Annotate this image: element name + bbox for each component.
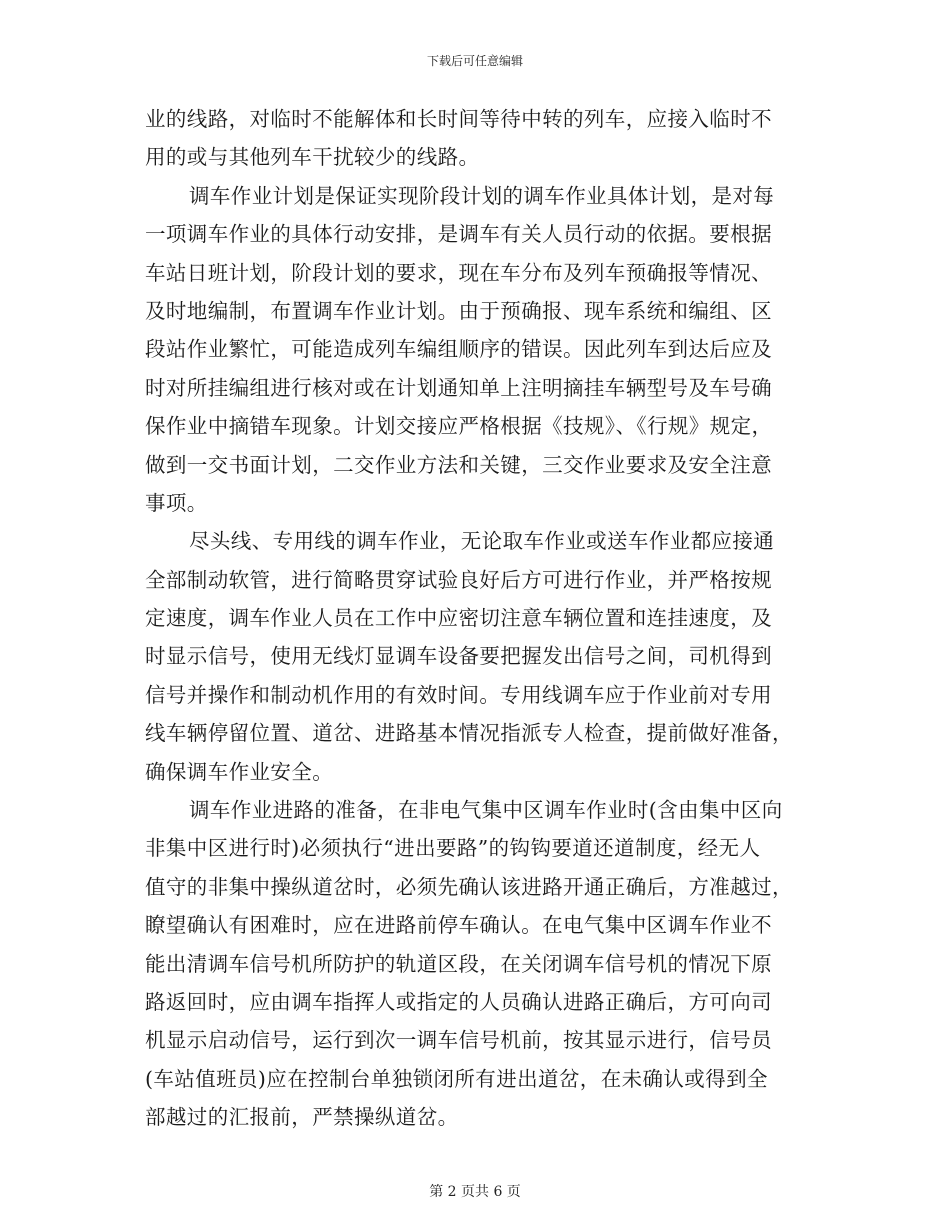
document-body	[145, 100, 815, 1137]
text-line: 业的线路，对临时不能解体和长时间等待中转的列车，应接入临时不	[145, 107, 772, 131]
text-line: 保作业中摘错车现象。计划交接应严格根据《技规》、《行规》规定，	[145, 414, 773, 439]
text-line: 时显示信号，使用无线灯显调车设备要把握发出信号之间，司机得到	[145, 644, 772, 669]
text-line: 信号并操作和制动机作用的有效时间。专用线调车应于作业前对专用	[145, 682, 772, 707]
text-line: 段站作业繁忙，可能造成列车编组顺序的错误。因此列车到达后应及	[145, 337, 772, 362]
text-line: 一项调车作业的具体行动安排，是调车有关人员行动的依据。要根据	[145, 222, 772, 247]
text-line: 全部制动软管，进行简略贯穿试验良好后方可进行作业，并严格按规	[145, 567, 772, 592]
text-line: 值守的非集中操纵道岔时，必须先确认该进路开通正确后，方准越过，	[145, 874, 793, 899]
text-line: 及时地编制，布置调车作业计划。由于预确报、现车系统和编组、区	[145, 298, 772, 323]
text-line: 用的或与其他列车干扰较少的线路。	[145, 145, 480, 170]
text-line: 部越过的汇报前，严禁操纵道岔。	[145, 1105, 459, 1130]
paragraph-start-line: 调车作业进路的准备，在非电气集中区调车作业时(含由集中区向	[189, 798, 783, 823]
text-line: 非集中区进行时)必须执行“进出要路”的钩钩要道还道制度，经无人	[145, 836, 761, 861]
text-line: 瞭望确认有困难时，应在进路前停车确认。在电气集中区调车作业不	[145, 913, 772, 938]
page-header: 下载后可任意编辑	[426, 54, 523, 68]
text-line: 做到一交书面计划，二交作业方法和关键，三交作业要求及安全注意	[145, 452, 772, 477]
text-line: 机显示启动信号，运行到次一调车信号机前，按其显示进行，信号员	[145, 1028, 772, 1053]
text-line: 路返回时，应由调车指挥人或指定的人员确认进路正确后，方可向司	[145, 989, 772, 1014]
text-line: 能出清调车信号机所防护的轨道区段，在关闭调车信号机的情况下原	[145, 951, 772, 976]
paragraph-start-line: 尽头线、专用线的调车作业，无论取车作业或送车作业都应接通	[189, 529, 775, 554]
text-line: 线车辆停留位置、道岔、进路基本情况指派专人检查，提前做好准备，	[145, 721, 793, 746]
text-line: 事项。	[145, 490, 208, 515]
text-line: 车站日班计划，阶段计划的要求，现在车分布及列车预确报等情况、	[145, 260, 772, 285]
text-line: (车站值班员)应在控制台单独锁闭所有进出道岔，在未确认或得到全	[145, 1066, 768, 1091]
text-line: 时对所挂编组进行核对或在计划通知单上注明摘挂车辆型号及车号确	[145, 375, 772, 400]
text-line: 定速度，调车作业人员在工作中应密切注意车辆位置和连挂速度，及	[145, 606, 772, 631]
text-line: 确保调车作业安全。	[145, 759, 334, 784]
paragraph-start-line: 调车作业计划是保证实现阶段计划的调车作业具体计划，是对每	[189, 183, 775, 208]
page-number-footer: 第 2 页共 6 页	[429, 1184, 521, 1200]
